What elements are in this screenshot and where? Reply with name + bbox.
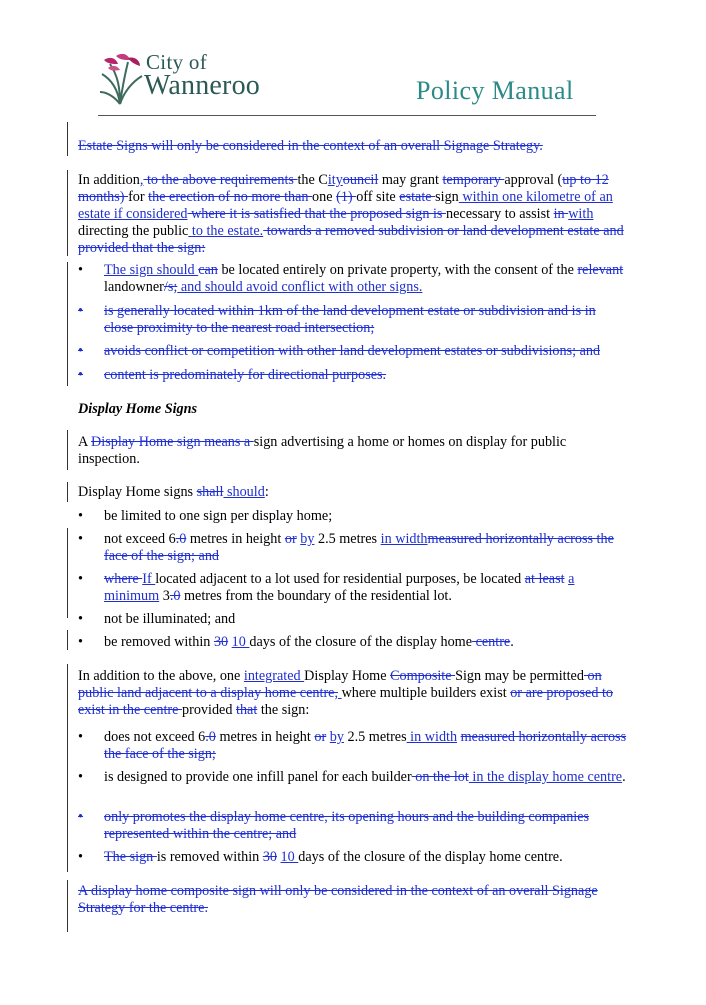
bullet: • [78,508,83,524]
deleted-text: .0 [175,531,187,547]
paragraph-display-home-definition [78,434,628,468]
text: . [510,634,514,650]
text: approval ( [504,172,563,188]
deleted-text: A display home composite sign will only be considered in the context of an overall Signage Strategy for the centre. [78,883,598,916]
inserted-text: in width [380,531,428,547]
deleted-text: centre [472,634,511,650]
deleted-text: or are proposed to exist in the centre [78,685,614,718]
deleted-text: 30 [213,634,229,650]
text: the C [297,172,328,188]
inserted-text: integrated [243,668,305,684]
list-item-text [104,769,628,786]
text: Sign may be permitted [455,668,584,684]
deleted-text: ouncil [342,172,379,188]
logo-city-of: City of [146,50,208,74]
inserted-text: 10 [280,849,299,865]
city-of-wanneroo-logo [98,50,288,106]
deleted-text: avoids conflict or competition with other land development estates or subdivisions; and [104,343,601,359]
change-bar [67,170,68,256]
text: . [622,769,626,785]
text: where multiple builders exist [341,685,511,701]
inserted-text: within one kilometre of an estate if considered [78,189,613,222]
text: Display Home signs [78,484,197,500]
text: metres in height [215,729,315,745]
paragraph-estate-signs [78,138,628,155]
text: may grant [378,172,443,188]
change-bar [67,482,68,502]
inserted-text: If [142,571,156,587]
list-item-text [104,531,628,565]
deleted-text: to the above requirements [143,172,298,188]
text: Display Home [304,668,391,684]
deleted-text: can [198,262,218,278]
text: days of the closure of the display home centre. [298,849,563,865]
bullet: • [78,367,83,383]
inserted-text: by [329,729,344,745]
deleted-text: at least [524,571,565,587]
text: does not exceed 6 [104,729,206,745]
list-item-text [104,571,628,605]
bullet: • [78,303,83,319]
deleted-text: .0 [169,588,181,604]
inserted-text: with [568,206,594,222]
deleted-text: where it is satisfied that the proposed sign is [187,206,447,222]
inserted-text: in width [406,729,458,745]
text: 2.5 metres [343,729,407,745]
bullet: • [78,809,83,825]
deleted-text: .0 [205,729,216,745]
inserted-text: should [223,484,265,500]
bullet: • [78,531,83,547]
bullet: • [78,343,83,359]
change-bar [67,430,68,470]
grass-tree-icon [98,50,146,106]
text: A [78,434,92,450]
change-bar [67,664,68,872]
deleted-text: content is predominately for directional purposes. [104,367,387,383]
text: provided [182,702,236,718]
deleted-text: in [553,206,569,222]
text: directing the public [78,223,189,239]
page-header [0,0,706,120]
deleted-text: (1) [336,189,357,205]
text: off site [356,189,400,205]
text: not exceed 6 [104,531,176,547]
deleted-text: Composite [390,668,456,684]
text: be located entirely on private property, with the consent of the [217,262,578,278]
inserted-text: ity [327,172,343,188]
list-item-text: not be illuminated; and [104,611,236,627]
bullet: • [78,262,83,278]
paragraph-composite-sign [78,668,628,719]
text: located adjacent to a lot used for residential purposes, be located [155,571,525,587]
text: days of the closure of the display home [249,634,473,650]
bullet: • [78,729,83,745]
text: for [128,189,149,205]
deleted-text: measured horizontally across the face of the sign; and [104,531,614,564]
text: In addition [78,172,140,188]
deleted-text: measured horizontally across the face of the sign; [104,729,627,762]
inserted-text: a minimum [104,571,575,604]
text: In addition to the above, one [78,668,244,684]
text: be removed within [104,634,214,650]
deleted-text: on the lot [411,769,469,785]
deleted-text: where [104,571,143,587]
list-item-text [104,634,628,651]
policy-manual-title: Policy Manual [416,76,574,105]
change-bar [67,880,68,932]
bullet: • [78,849,83,865]
deleted-text: Display Home sign means a [91,434,254,450]
bullet: • [78,611,83,627]
inserted-text: 10 [231,634,250,650]
list-item-text: be limited to one sign per display home; [104,508,333,524]
deleted-text: up to 12 months) [78,172,609,205]
deleted-text: shall [196,484,224,500]
deleted-text: that [236,702,258,718]
header-divider [98,115,596,116]
deleted-text: is generally located within 1km of the land development estate or subdivision and is in close proximity to the nearest road intersection; [104,303,596,336]
list-item-text [104,729,628,763]
bullet: • [78,769,83,785]
deleted-text: 30 [262,849,277,865]
text: sign advertising a home or homes on display for public inspection. [78,434,567,467]
deleted-text: or [314,729,327,745]
deleted-text: on public land adjacent to a display home centre, [78,668,602,701]
bullet: • [78,571,83,587]
deleted-text: Estate Signs will only be considered in the context of an overall Signage Strategy. [78,138,543,154]
text: one [312,189,337,205]
change-bar [67,262,68,386]
paragraph-display-home-signs [78,484,628,501]
change-bar [67,528,68,618]
list-item-text [104,262,628,296]
change-bar [67,122,68,156]
text: is designed to provide one infill panel for each builder [104,769,412,785]
text: is removed within [156,849,263,865]
deleted-text: temporary [442,172,505,188]
text: 2.5 metres [314,531,381,547]
text: landowner [104,279,164,295]
paragraph-in-addition [78,172,628,257]
deleted-text: /s; [163,279,178,295]
inserted-text: , [139,172,144,188]
section-heading: Display Home Signs [78,401,198,417]
text: metres in height [186,531,285,547]
text: the sign: [257,702,310,718]
inserted-text: The sign should [104,262,199,278]
deleted-text: The sign [104,849,157,865]
deleted-text: only promotes the display home centre, its opening hours and the building companies represented within the centre; and [104,809,590,842]
inserted-text: to the estate. [188,223,264,239]
deleted-text: relevant [577,262,624,278]
text: necessary to assist [446,206,554,222]
text: : [264,484,269,500]
deleted-text: estate [399,189,436,205]
change-bar [67,630,68,650]
list-item-text [104,849,628,866]
logo-wanneroo: Wanneroo [144,70,260,101]
bullet: • [78,634,83,650]
inserted-text: by [300,531,315,547]
text: sign [435,189,459,205]
inserted-text: and should avoid conflict with other signs. [177,279,423,295]
deleted-text: the erection of no more than [148,189,313,205]
text: 3 [159,588,170,604]
inserted-text: in the display home centre [468,769,623,785]
deleted-text: towards a removed subdivision or land development estate and provided that the sign: [78,223,624,256]
paragraph-composite-strategy [78,883,628,917]
text: metres from the boundary of the residential lot. [180,588,452,604]
deleted-text: or [284,531,297,547]
